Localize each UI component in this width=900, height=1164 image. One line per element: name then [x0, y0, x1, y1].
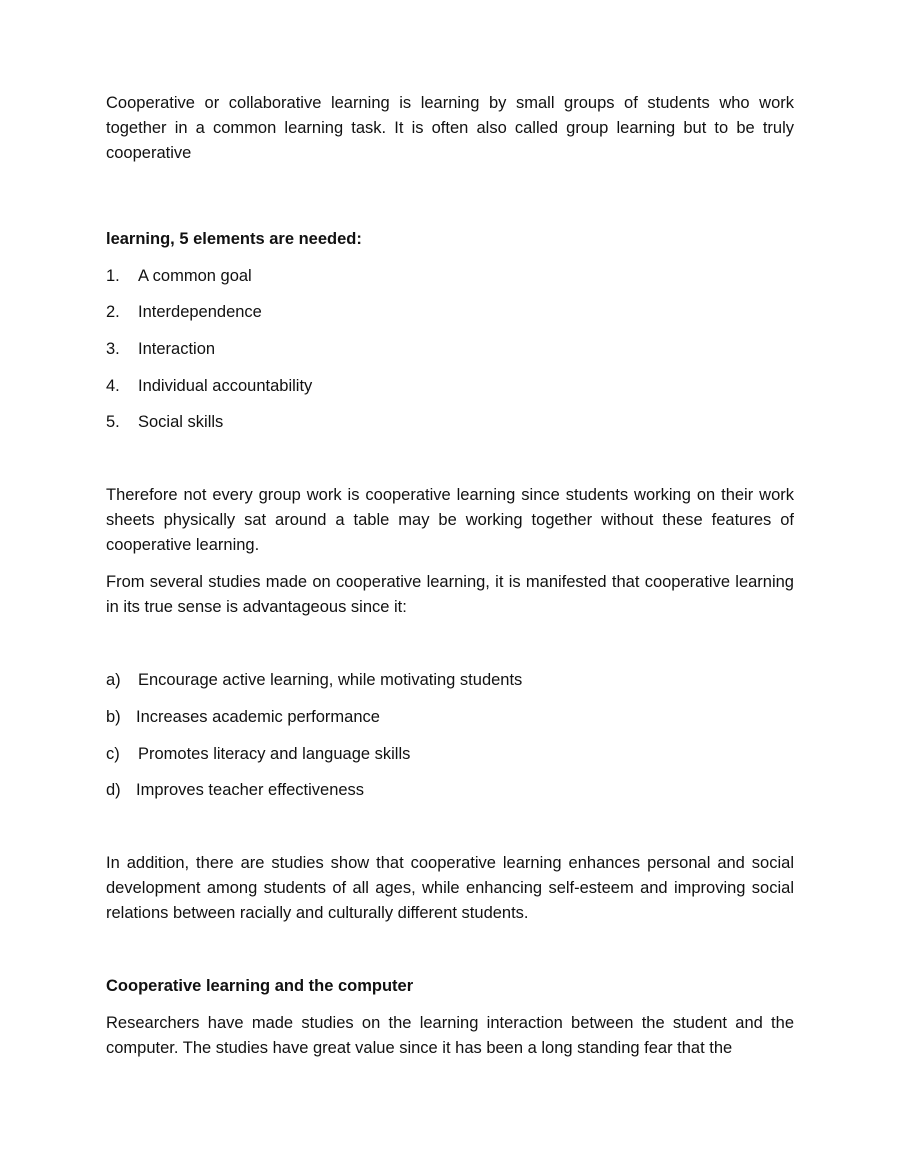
list-marker: b) [106, 707, 121, 726]
list-item [106, 374, 794, 399]
intro-paragraph: Cooperative or collaborative learning is learning by small groups of students who work together in a common learning task. It is often also called group learning but to be truly cooperative [106, 94, 794, 162]
list-marker: 1. [106, 266, 120, 285]
list-item-text: Improves teacher effectiveness [136, 781, 365, 800]
document-body [106, 91, 794, 1061]
list-item [106, 337, 794, 362]
list-item-text: Interdependence [138, 303, 262, 322]
list-item [106, 264, 794, 289]
list-marker: c) [106, 744, 120, 763]
list-item [106, 410, 794, 435]
list-marker: d) [106, 781, 121, 800]
list-item-text: Promotes literacy and language skills [138, 744, 411, 763]
researchers-paragraph: Researchers have made studies on the learning interaction between the student and the computer. The studies have great value since it has been a long standing fear that the [106, 1013, 794, 1057]
elements-heading: learning, 5 elements are needed: [106, 230, 362, 248]
computer-section-heading: Cooperative learning and the computer [106, 977, 414, 996]
list-item-text: Encourage active learning, while motivating students [138, 671, 523, 690]
studies-paragraph: From several studies made on cooperative learning, it is manifested that cooperative learning in its true sense is advantageous since it: [106, 573, 794, 617]
list-marker: a) [106, 671, 121, 690]
list-marker: 4. [106, 376, 120, 395]
elements-list [106, 264, 794, 436]
list-item [106, 705, 794, 730]
list-item-text: Social skills [138, 413, 224, 432]
list-item-text: Individual accountability [138, 376, 313, 395]
list-item-text: Increases academic performance [136, 707, 380, 726]
list-item-text: Interaction [138, 340, 216, 359]
therefore-paragraph: Therefore not every group work is cooperative learning since students working on their work sheets physically sat around a table may be working together without these features of cooperative learning. [106, 486, 794, 555]
list-marker: 2. [106, 303, 120, 322]
list-item [106, 778, 794, 803]
list-item-text: A common goal [138, 266, 252, 285]
list-item [106, 300, 794, 325]
list-marker: 3. [106, 340, 120, 359]
addition-paragraph: In addition, there are studies show that cooperative learning enhances personal and social development among students of all ages, while enhancing self-esteem and improving social relations between racially and culturally different students. [106, 854, 794, 923]
list-marker: 5. [106, 413, 120, 432]
advantages-list [106, 668, 794, 803]
list-item [106, 668, 794, 693]
list-item [106, 742, 794, 767]
